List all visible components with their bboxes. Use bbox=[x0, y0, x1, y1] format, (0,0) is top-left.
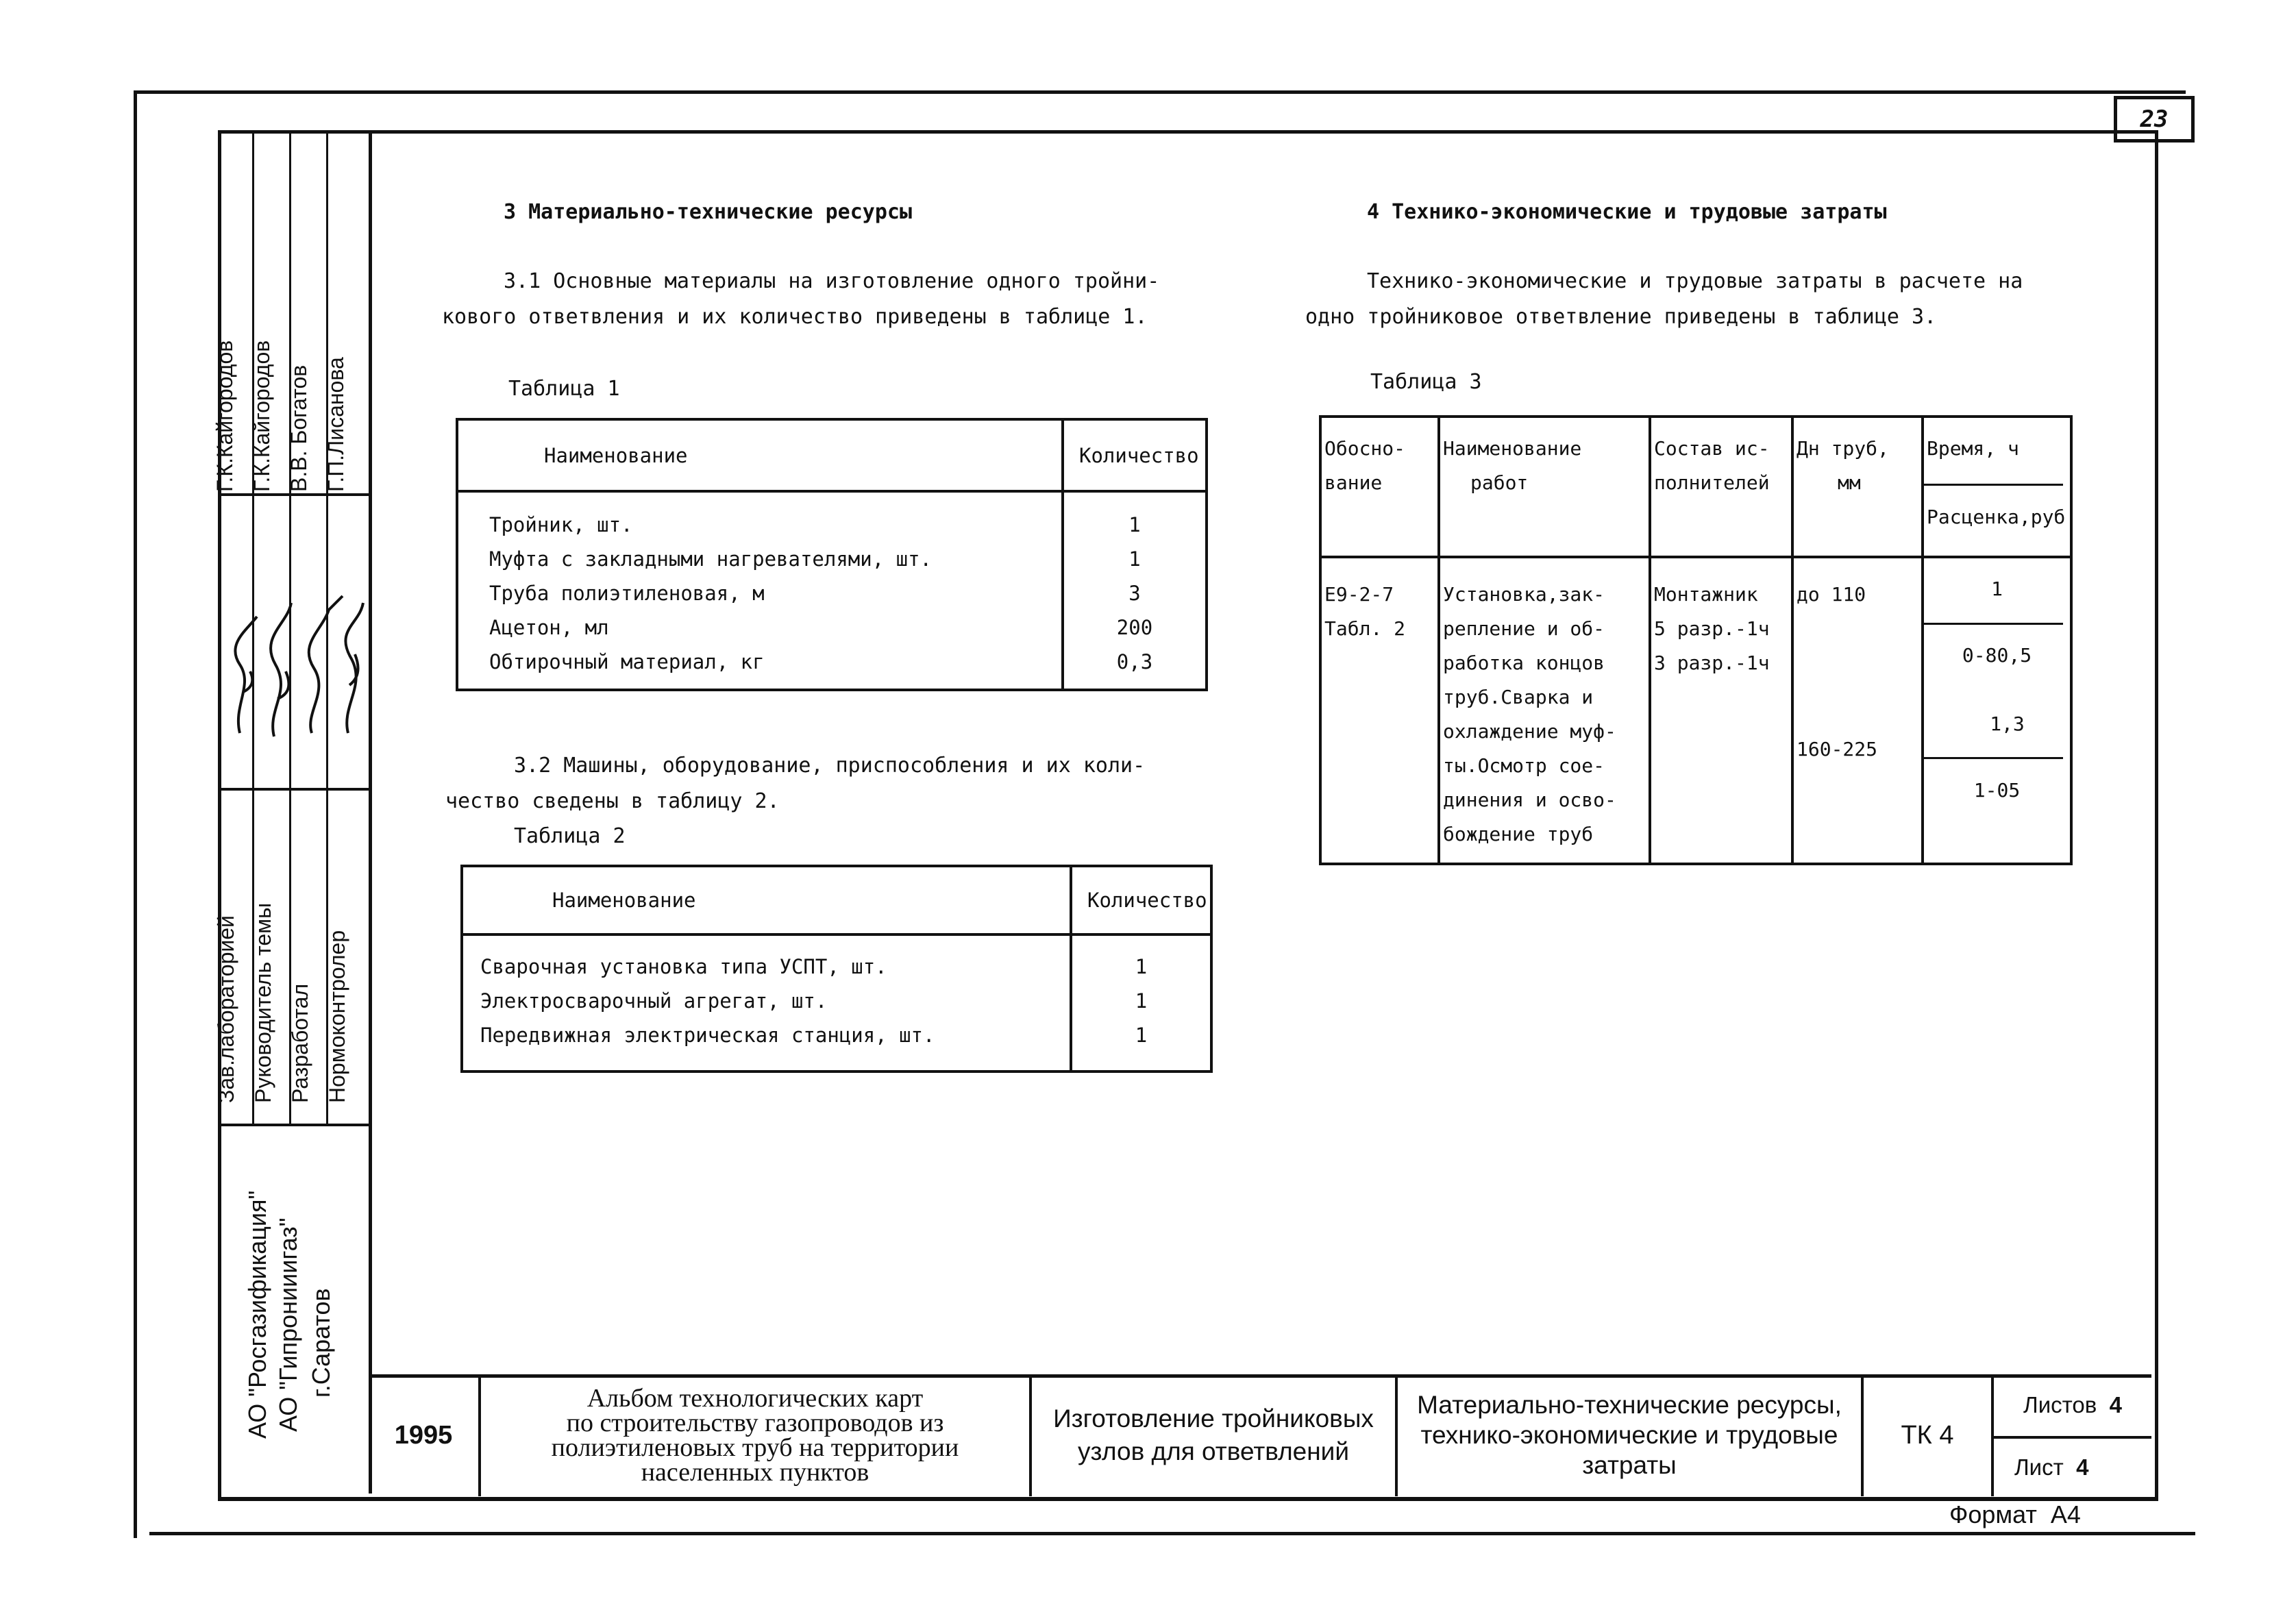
table1-header-qty: Количество bbox=[1063, 419, 1207, 491]
table1-names bbox=[457, 491, 1063, 690]
section3-p1-line1: 3.1 Основные материалы на изготовление одного тройни- bbox=[504, 269, 1160, 293]
section4-heading: 4 Технико-экономические и трудовые затраты bbox=[1367, 200, 1887, 224]
table3-header-time-rate bbox=[1923, 417, 2071, 557]
org-line-3: г.Саратов bbox=[307, 1288, 335, 1398]
section3-heading: 3 Материально-технические ресурсы bbox=[504, 200, 913, 224]
org-line-1: АО "Росгазификация" bbox=[243, 1190, 271, 1439]
table3-work: Установка,зак- репление и об- работка концов труб.Сварка и охлаждение муф- ты.Осмотр сое- динения и осво- бождение труб bbox=[1439, 557, 1650, 864]
table3-time-1: 1 bbox=[1991, 578, 2003, 600]
table2-header-qty: Количество bbox=[1071, 866, 1211, 934]
signatures bbox=[226, 589, 377, 747]
table3-time-rate bbox=[1923, 557, 2071, 864]
side-role-1: Зав.лабораторией bbox=[214, 915, 238, 1103]
table2 bbox=[460, 865, 1213, 1073]
table3-crew: Монтажник 5 разр.-1ч 3 разр.-1ч bbox=[1650, 557, 1792, 864]
title-sheet-title: Материально-технические ресурсы, технико-экономические и трудовые затраты bbox=[1398, 1374, 1864, 1496]
sheet-outer-bottom-line bbox=[149, 1532, 2195, 1535]
table1-row-qty: 1 bbox=[1128, 547, 1141, 571]
table3-rate-2: 1-05 bbox=[1973, 779, 2021, 802]
table1-header-name: Наименование bbox=[457, 419, 1063, 491]
side-role-4: Нормоконтролер bbox=[325, 930, 349, 1103]
table2-names bbox=[462, 934, 1071, 1071]
title-album: Альбом технологических карт по строительству газопроводов из полиэтиленовых труб на территории населенных пунктов bbox=[481, 1374, 1032, 1496]
table3-dn-1: до 110 bbox=[1797, 583, 1866, 606]
table3-header-basis: Обосно- вание bbox=[1320, 417, 1439, 557]
table3-header-crew: Состав ис- полнителей bbox=[1650, 417, 1792, 557]
side-name-3: В.В. Богатов bbox=[286, 364, 311, 492]
table2-row-name: Электросварочный агрегат, шт. bbox=[480, 989, 828, 1013]
table1-row-qty: 1 bbox=[1128, 513, 1141, 536]
table2-header-name: Наименование bbox=[462, 866, 1071, 934]
side-role-3: Разработал bbox=[288, 983, 312, 1103]
table1-row-name: Ацетон, мл bbox=[489, 616, 609, 639]
section4-p-line1: Технико-экономические и трудовые затраты в расчете на bbox=[1367, 269, 2023, 293]
table3-time-2: 1,3 bbox=[1990, 713, 2025, 735]
table1-row-name: Муфта с закладными нагревателями, шт. bbox=[489, 547, 933, 571]
table3-caption: Таблица 3 bbox=[1370, 370, 1482, 394]
table1-row-qty: 0,3 bbox=[1116, 650, 1153, 673]
table3-header-work: Наименование работ bbox=[1439, 417, 1650, 557]
table3-header-rate: Расценка,руб bbox=[1927, 506, 2066, 528]
table2-row-qty: 1 bbox=[1135, 955, 1148, 978]
table1-quantities bbox=[1063, 491, 1207, 690]
table2-row-name: Сварочная установка типа УСПТ, шт. bbox=[480, 955, 887, 978]
table1 bbox=[456, 418, 1208, 691]
table3-dn-2: 160-225 bbox=[1797, 738, 1878, 760]
section3-p2-line1: 3.2 Машины, оборудование, приспособления и их коли- bbox=[514, 754, 1146, 778]
table2-quantities bbox=[1071, 934, 1211, 1071]
table3-basis: Е9-2-7 Табл. 2 bbox=[1320, 557, 1439, 864]
table2-row-qty: 1 bbox=[1135, 1024, 1148, 1047]
page-number: 23 bbox=[2114, 96, 2195, 143]
table1-caption: Таблица 1 bbox=[508, 377, 620, 401]
table1-row-qty: 3 bbox=[1128, 582, 1141, 605]
table3-dn bbox=[1792, 557, 1923, 864]
table1-row-qty: 200 bbox=[1116, 616, 1153, 639]
title-subject: Изготовление тройниковых узлов для ответвлений bbox=[1032, 1374, 1398, 1496]
table3-header-dn: Дн труб, мм bbox=[1792, 417, 1923, 557]
side-name-2: Г.К.Кайгородов bbox=[249, 340, 274, 492]
table3-rate-1: 0-80,5 bbox=[1962, 644, 2032, 667]
table3 bbox=[1319, 415, 2073, 865]
side-name-4: Г.П.Лисанова bbox=[323, 357, 348, 492]
table3-header-time: Время, ч bbox=[1927, 437, 2019, 460]
title-code: ТК 4 bbox=[1864, 1374, 1994, 1496]
table1-row-name: Тройник, шт. bbox=[489, 513, 633, 536]
table1-row-name: Труба полиэтиленовая, м bbox=[489, 582, 765, 605]
section3-p2-line2: чество сведены в таблицу 2. bbox=[445, 789, 780, 813]
title-sheets-count: Листов 4 bbox=[1994, 1374, 2151, 1439]
table2-row-name: Передвижная электрическая станция, шт. bbox=[480, 1024, 935, 1047]
format-label: Формат А4 bbox=[1949, 1500, 2081, 1528]
section3-p1-line2: кового ответвления и их количество приведены в таблице 1. bbox=[442, 305, 1148, 329]
table1-row-name: Обтирочный материал, кг bbox=[489, 650, 765, 673]
side-name-1: Г.К.Кайгородов bbox=[212, 340, 237, 492]
table2-caption: Таблица 2 bbox=[514, 824, 626, 848]
title-sheet-number: Лист 4 bbox=[2014, 1454, 2089, 1480]
org-line-2: АО "Гипронииигаз" bbox=[274, 1217, 302, 1432]
table2-row-qty: 1 bbox=[1135, 989, 1148, 1013]
side-role-2: Руководитель темы bbox=[251, 902, 275, 1103]
title-year: 1995 bbox=[369, 1374, 481, 1496]
section4-p-line2: одно тройниковое ответвление приведены в таблице 3. bbox=[1305, 305, 1937, 329]
